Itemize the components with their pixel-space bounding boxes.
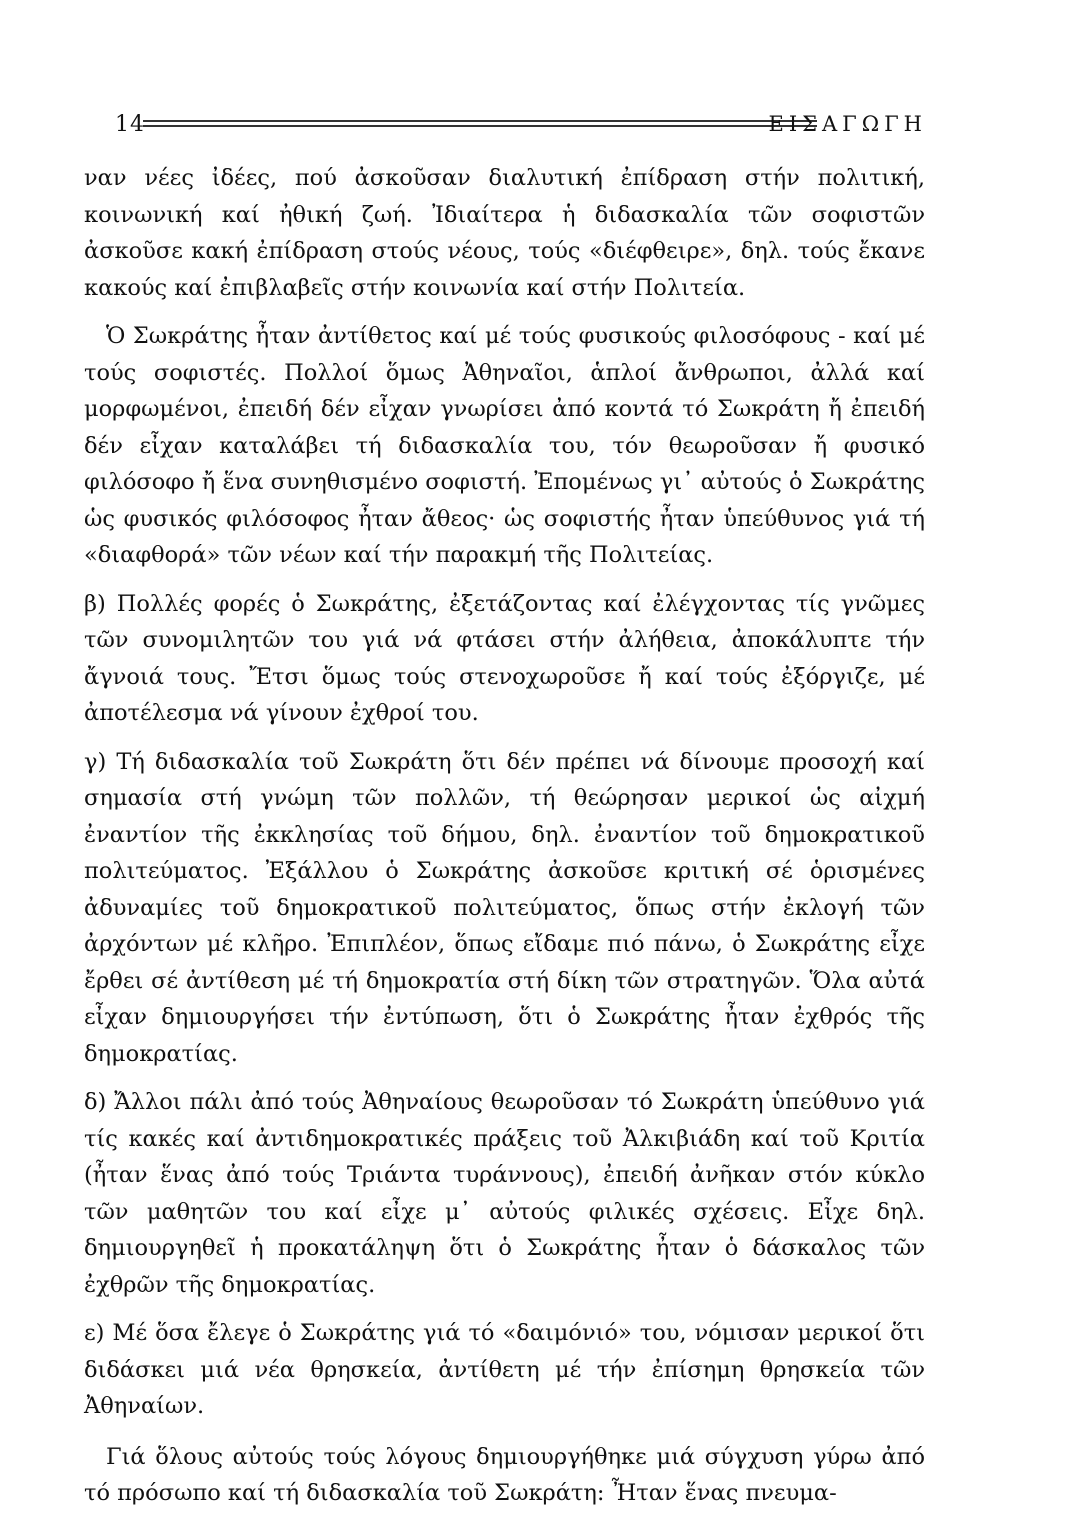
- page-number: 14: [115, 112, 145, 137]
- running-title: ΕΙΣΑΓΩΓΗ: [768, 112, 927, 136]
- paragraph-item-d: δ) Ἄλλοι πάλι ἀπό τούς Ἀθηναίους θεωροῦσαν τό Σωκράτη ὑπεύθυνο γιά τίς κακές καί ἀντιδημοκρατικές πράξεις τοῦ Ἀλκιβιάδη καί τοῦ Κριτία (ἦταν ἕνας ἀπό τούς Τριάντα τυράννους), ἐπειδή ἀνῆκαν στόν κύκλο τῶν μαθητῶν του καί εἶχε μ᾿ αὐτούς φιλικές σχέσεις. Εἶχε δηλ. δημιουργηθεῖ ἡ προκατάληψη ὅτι ὁ Σωκράτης ἦταν ὁ δάσκαλος τῶν ἐχθρῶν τῆς δημοκρατίας.: [84, 1089, 925, 1298]
- paragraph-item-b: β) Πολλές φορές ὁ Σωκράτης, ἐξετάζοντας καί ἐλέγχοντας τίς γνῶμες τῶν συνομιλητῶν του γιά νά φτάσει στήν ἀλήθεια, ἀποκάλυπτε τήν ἄγνοιά τους. Ἔτσι ὅμως τούς στενοχωροῦσε ἤ καί τούς ἐξόργιζε, μέ ἀποτέλεσμα νά γίνουν ἐχθροί του.: [84, 590, 925, 726]
- header-double-rule: [143, 120, 817, 127]
- paragraph-item-c: γ) Τή διδασκαλία τοῦ Σωκράτη ὅτι δέν πρέπει νά δίνουμε προσοχή καί σημασία στή γνώμη τῶν πολλῶν, τή θεώρησαν μερικοί ὡς αἰχμή ἐναντίον τῆς ἐκκλησίας τοῦ δήμου, δηλ. ἐναντίον τοῦ δημοκρατικοῦ πολιτεύματος. Ἐξάλλου ὁ Σωκράτης ἀσκοῦσε κριτική σέ ὁρισμένες ἀδυναμίες τοῦ δημοκρατικοῦ πολιτεύματος, ὅπως στήν ἐκλογή τῶν ἀρχόντων μέ κλῆρο. Ἐπιπλέον, ὅπως εἴδαμε πιό πάνω, ὁ Σωκράτης εἶχε ἔρθει σέ ἀντίθεση μέ τή δημοκρατία στή δίκη τῶν στρατηγῶν. Ὅλα αὐτά εἶχαν δημιουργήσει τήν ἐντύπωση, ὅτι ὁ Σωκράτης ἦταν ἐχθρός τῆς δημοκρατίας.: [84, 748, 925, 1067]
- paragraph-continuation: ναν νέες ἰδέες, πού ἀσκοῦσαν διαλυτική ἐπίδραση στήν πολιτική, κοινωνική καί ἠθική ζωή. Ἰδιαίτερα ἡ διδασκαλία τῶν σοφιστῶν ἀσκοῦσε κακή ἐπίδραση στούς νέους, τούς «διέφθειρε», δηλ. τούς ἔκανε κακούς καί ἐπιβλαβεῖς στήν κοινωνία καί στήν Πολιτεία.: [84, 165, 925, 301]
- page-header: [79, 100, 927, 150]
- paragraph-socrates-opposition: Ὁ Σωκράτης ἦταν ἀντίθετος καί μέ τούς φυσικούς φιλοσόφους - καί μέ τούς σοφιστές. Πολλοί ὅμως Ἀθηναῖοι, ἁπλοί ἄνθρωποι, ἀλλά καί μορφωμένοι, ἐπειδή δέν εἶχαν γνωρίσει ἀπό κοντά τό Σωκράτη ἤ ἐπειδή δέν εἶχαν καταλάβει τή διδασκαλία του, τόν θεωροῦσαν ἤ φυσικό φιλόσοφο ἤ ἕνα συνηθισμένο σοφιστή. Ἐπομένως γι᾿ αὐτούς ὁ Σωκράτης ὡς φυσικός φιλόσοφος ἦταν ἄθεος· ὡς σοφιστής ἦταν ὑπεύθυνος γιά τή «διαφθορά» τῶν νέων καί τήν παρακμή τῆς Πολιτείας.: [84, 323, 925, 568]
- paragraph-item-e: ε) Μέ ὅσα ἔλεγε ὁ Σωκράτης γιά τό «δαιμόνιό» του, νόμισαν μερικοί ὅτι διδάσκει μιά νέα θρησκεία, ἀντίθετη μέ τήν ἐπίσημη θρησκεία τῶν Ἀθηναίων.: [84, 1320, 925, 1419]
- body-text: [79, 160, 927, 1512]
- paragraph-conclusion: Γιά ὅλους αὐτούς τούς λόγους δημιουργήθηκε μιά σύγχυση γύρω ἀπό τό πρόσωπο καί τή διδασκαλία τοῦ Σωκράτη: Ἦταν ἕνας πνευμα-: [84, 1443, 925, 1506]
- book-page: [79, 100, 927, 1524]
